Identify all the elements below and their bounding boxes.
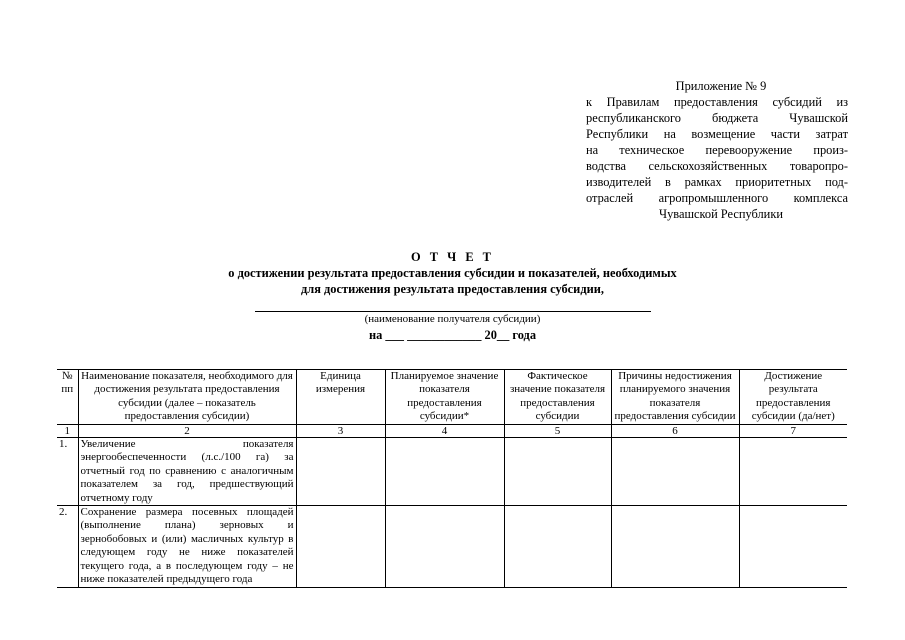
header-cell-number: № пп — [57, 370, 78, 425]
appendix-line: водства сельскохозяйственных товаропро- — [586, 159, 848, 173]
appendix-line: республиканского бюджета Чувашской — [586, 111, 848, 125]
appendix-title: Приложение № 9 — [675, 79, 767, 93]
row-number-cell: 1. — [57, 438, 78, 506]
table-row — [57, 438, 847, 506]
column-number-cell: 2 — [78, 425, 296, 438]
header-cell-planned: Планируемое значение показателя предоставления субсидии* — [385, 370, 504, 425]
report-table — [57, 369, 847, 588]
column-number-cell: 6 — [611, 425, 739, 438]
appendix-last-line: Чувашской Республики — [659, 207, 783, 221]
column-number-cell: 7 — [739, 425, 847, 438]
table-row — [57, 506, 847, 588]
row-reasons-cell — [611, 506, 739, 588]
report-subtitle-line1: о достижении результата предоставления субсидии и показателей, необходимых — [228, 266, 677, 280]
row-actual-cell — [504, 506, 611, 588]
row-number-cell: 2. — [57, 506, 78, 588]
row-unit-cell — [296, 506, 385, 588]
recipient-blank-line — [255, 311, 651, 312]
report-period: на ___ ____________ 20__ года — [368, 328, 537, 342]
header-cell-name: Наименование показателя, необходимого для достижения результата предоставления субсидии (далее – показатель предоставления субсидии) — [78, 370, 296, 425]
column-number-cell: 3 — [296, 425, 385, 438]
row-reasons-cell — [611, 438, 739, 506]
appendix-line: изводителей в рамках приоритетных под- — [586, 175, 848, 189]
row-planned-cell — [385, 438, 504, 506]
row-actual-cell — [504, 438, 611, 506]
report-title: О Т Ч Е Т — [411, 250, 494, 264]
appendix-block — [586, 78, 848, 222]
row-achievement-cell — [739, 506, 847, 588]
report-subtitle-line2: для достижения результата предоставления субсидии, — [301, 282, 604, 296]
column-number-cell: 5 — [504, 425, 611, 438]
row-achievement-cell — [739, 438, 847, 506]
header-cell-unit: Единица измерения — [296, 370, 385, 425]
column-number-cell: 1 — [57, 425, 78, 438]
row-name-cell: Сохранение размера посевных площадей (выполнение плана) зерновых и зернобобовых и (или) масличных культур в следующем году не ниже показателей текущего года, а в последующем году – не ниже показателей предыдущего года — [78, 506, 296, 588]
header-cell-reasons: Причины недостижения планируемого значения показателя предоставления субсидии — [611, 370, 739, 425]
row-planned-cell — [385, 506, 504, 588]
row-unit-cell — [296, 438, 385, 506]
header-cell-actual: Фактическое значение показателя предоставления субсидии — [504, 370, 611, 425]
appendix-line: на техническое перевооружение произ- — [586, 143, 848, 157]
table-header-row — [57, 370, 847, 425]
appendix-line: Республики на возмещение части затрат — [586, 127, 848, 141]
row-name-cell: Увеличение показателя энергообеспеченности (л.с./100 га) за отчетный год по сравнению с аналогичным показателем за год, предшествующий отчетному году — [78, 438, 296, 506]
appendix-line: к Правилам предоставления субсидий из — [586, 95, 848, 109]
header-cell-achievement: Достижение результата предоставления субсидии (да/нет) — [739, 370, 847, 425]
column-number-row — [57, 425, 847, 438]
column-number-cell: 4 — [385, 425, 504, 438]
recipient-caption: (наименование получателя субсидии) — [364, 313, 541, 325]
appendix-line: отраслей агропромышленного комплекса — [586, 191, 848, 205]
